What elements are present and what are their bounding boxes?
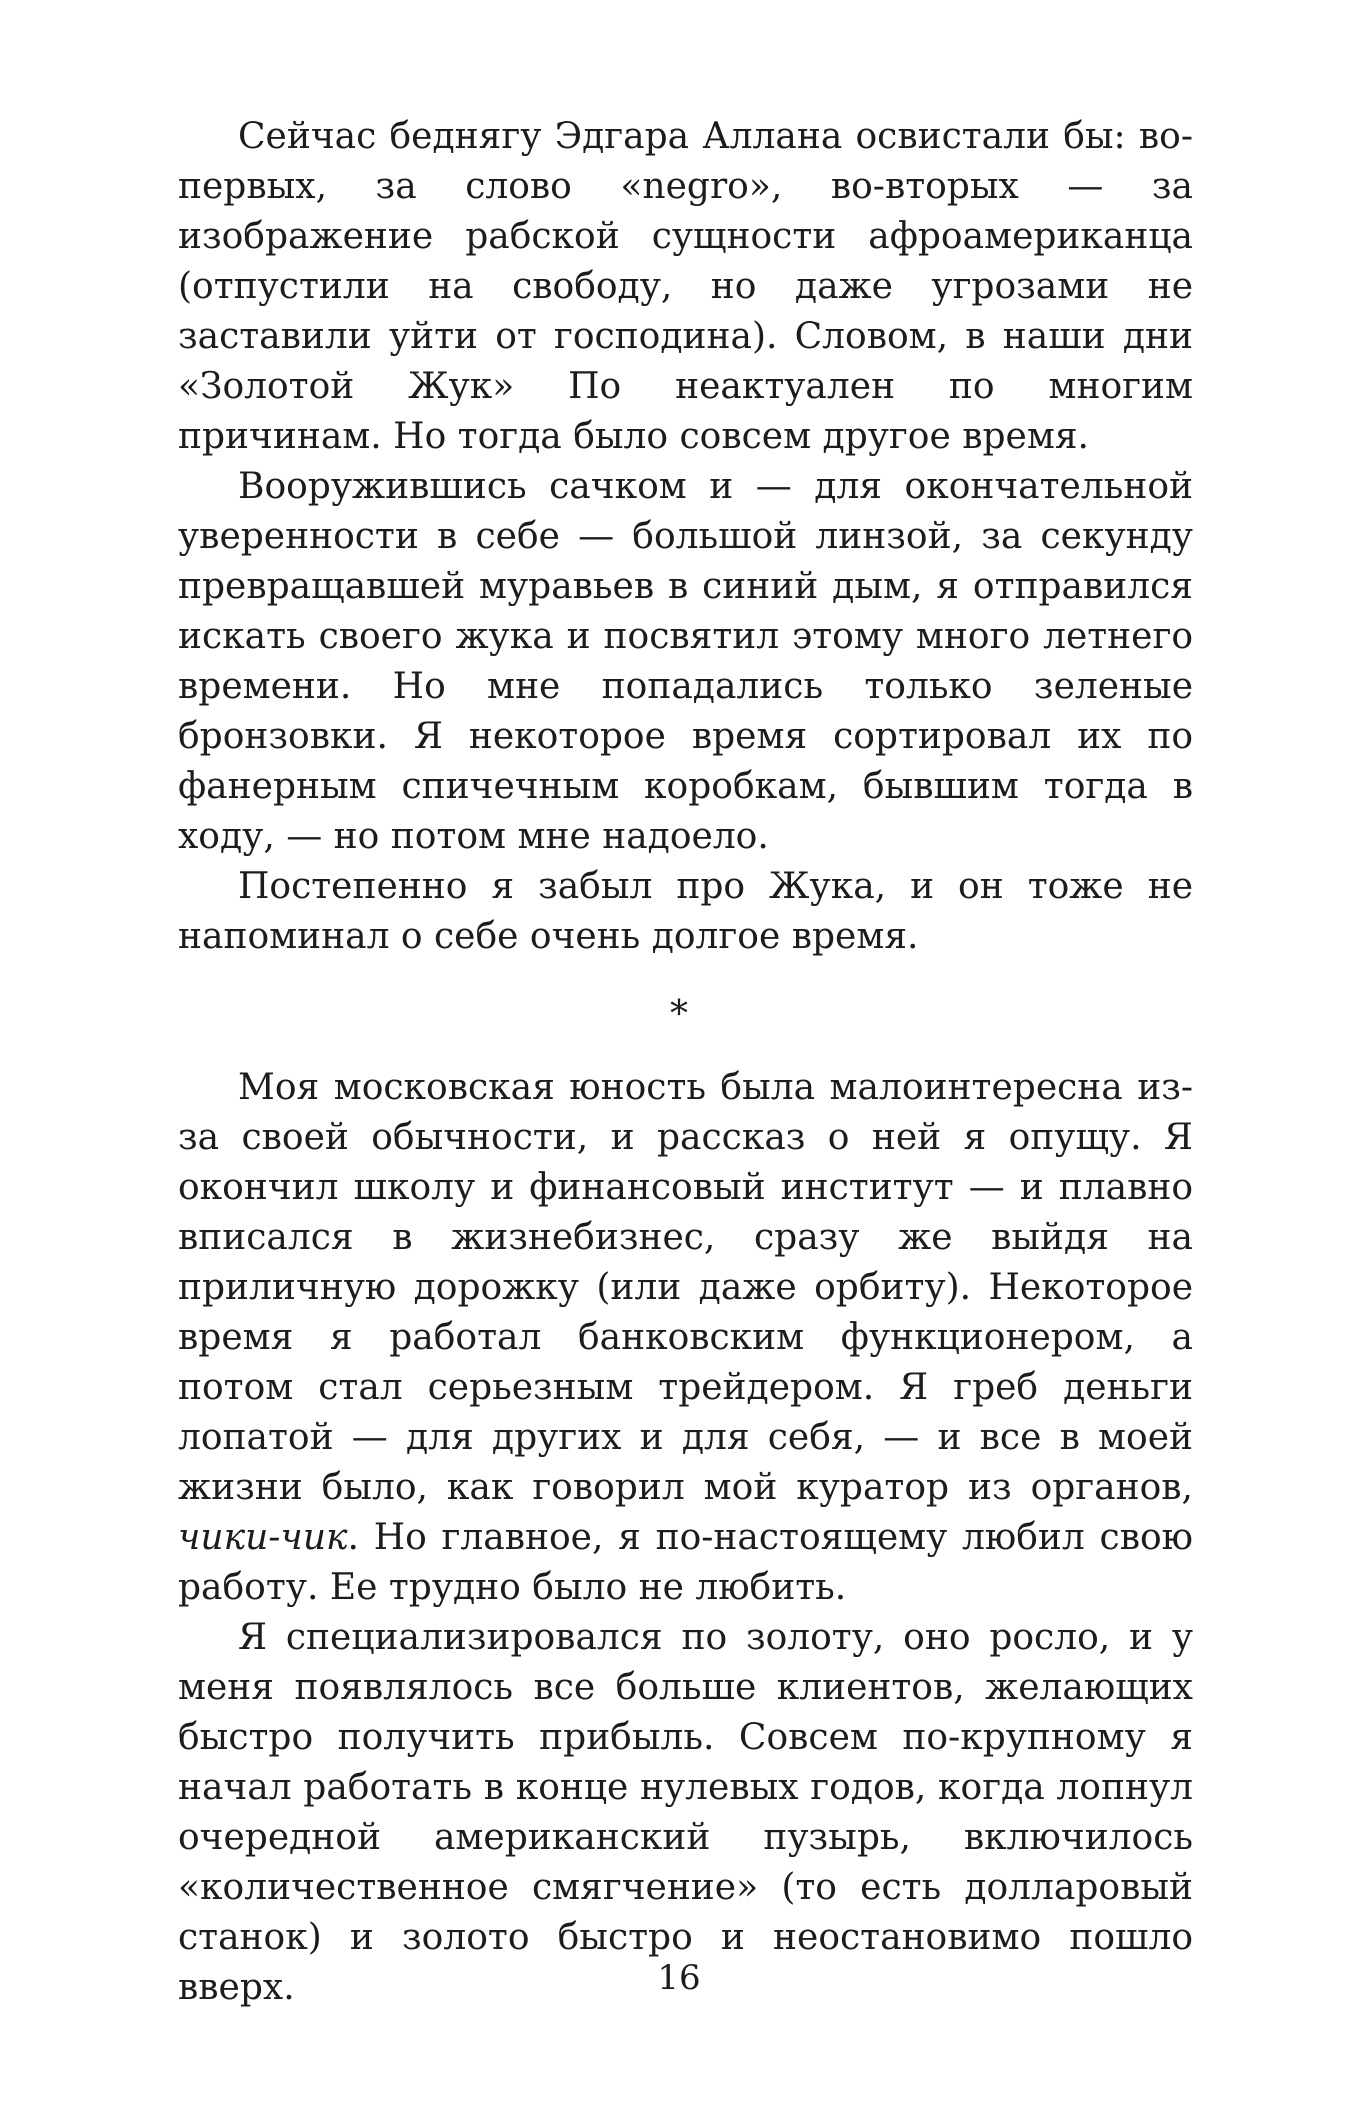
paragraph: Я специализировался по золоту, оно росло, и у меня появлялось все больше клиентов, желающих быстро получить прибыль. Совсем по-крупному я начал работать в конце нулевых годов, когда лопнул очередной американский пузырь, включилось «количественное смягчение» (то есть долларовый станок) и золото быстро и неостановимо пошло вверх. <box>178 1617 1193 2008</box>
text-block-after-divider <box>178 1063 1193 2013</box>
italic-phrase: чики-чик <box>178 1517 348 1558</box>
paragraph: Постепенно я забыл про Жука, и он тоже не напоминал о себе очень долгое время. <box>178 866 1193 957</box>
paragraph-text: . Но главное, я по-настоящему любил свою работу. Ее трудно было не любить. <box>178 1517 1193 1608</box>
paragraph: Вооружившись сачком и — для окончательной уверенности в себе — большой линзой, за секунду превращавшей муравьев в синий дым, я отправился искать своего жука и посвятил этому много летнего времени. Но мне попадались только зеленые бронзовки. Я некоторое время сортировал их по фанерным спичечным коробкам, бывшим тогда в ходу, — но потом мне надоело. <box>178 466 1193 857</box>
page-number: 16 <box>657 1958 701 1998</box>
paragraph: Сейчас беднягу Эдгара Аллана освистали бы: во-первых, за слово «negro», во-вторых — за изображение рабской сущности афроамериканца (отпустили на свободу, но даже угрозами не заставили уйти от господина). Словом, в наши дни «Золотой Жук» По неактуален по многим причинам. Но тогда было совсем другое время. <box>178 116 1193 457</box>
text-block-before-divider <box>178 112 1193 962</box>
paragraph <box>178 1063 1193 1613</box>
paragraph-text: Моя московская юность была малоинтересна из-за своей обычности, и рассказ о ней я опущу. Я окончил школу и финансовый институт — и плавно вписался в жизнебизнес, сразу же выйдя на приличную дорожку (или даже орбиту). Некоторое время я работал банковским функционером, а потом стал серьезным трейдером. Я греб деньги лопатой — для других и для себя, — и все в моей жизни было, как говорил мой куратор из органов, <box>178 1067 1193 1508</box>
section-divider: * <box>670 994 688 1035</box>
